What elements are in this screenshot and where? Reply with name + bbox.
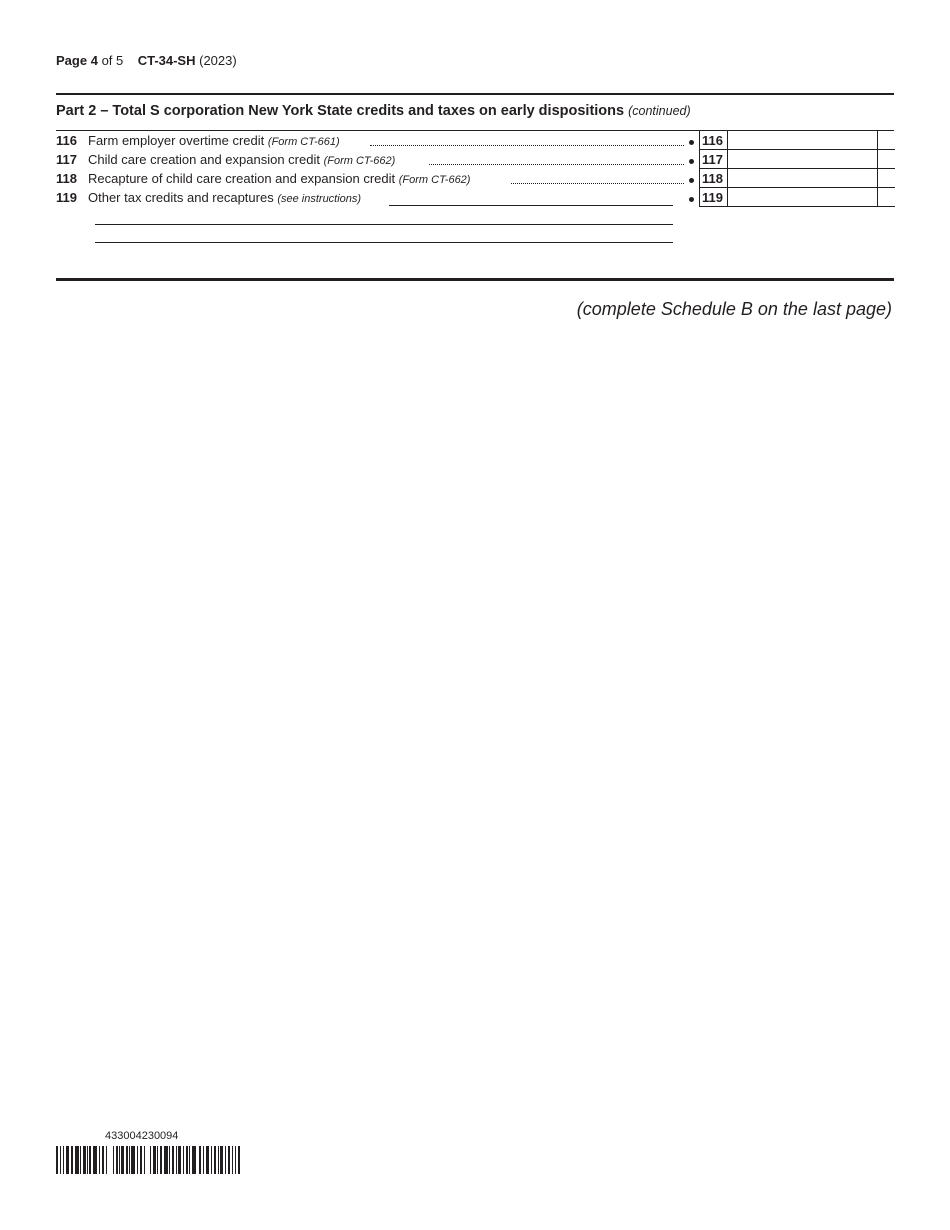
line-label bbox=[88, 133, 340, 148]
box-number: 118 bbox=[702, 171, 723, 186]
line-116-box bbox=[699, 131, 895, 150]
line-118-box bbox=[699, 169, 895, 188]
part2-title-text: Part 2 – Total S corporation New York State credits and taxes on early dispositions bbox=[56, 103, 625, 119]
line-119-description-input-3[interactable] bbox=[95, 226, 673, 243]
line-117-row bbox=[56, 150, 894, 169]
line-117-box bbox=[699, 150, 895, 169]
page-header bbox=[56, 53, 237, 68]
line-116-cents-input[interactable] bbox=[878, 131, 895, 149]
line-label bbox=[88, 190, 361, 205]
line-form-ref: (see instructions) bbox=[277, 193, 362, 205]
line-number: 116 bbox=[56, 133, 77, 148]
line-label-text: Other tax credits and recaptures bbox=[88, 190, 274, 205]
line-117-amount-input[interactable] bbox=[728, 150, 874, 167]
bottom-rule bbox=[56, 278, 894, 281]
dot-leader bbox=[511, 169, 684, 184]
line-116-row bbox=[56, 131, 894, 150]
line-form-ref: (Form CT-661) bbox=[267, 136, 340, 148]
top-rule bbox=[56, 93, 894, 95]
line-118-amount-input[interactable] bbox=[728, 169, 874, 186]
barcode-icon bbox=[56, 1146, 240, 1174]
line-118-cents-input[interactable] bbox=[878, 169, 895, 187]
line-119-cents-input[interactable] bbox=[878, 188, 895, 206]
line-119-description-input-2[interactable] bbox=[95, 208, 673, 225]
line-label-text: Recapture of child care creation and expansion credit bbox=[88, 171, 396, 186]
dot-leader bbox=[370, 131, 684, 146]
line-119-box bbox=[699, 188, 895, 207]
part2-continued: (continued) bbox=[628, 104, 691, 118]
box-number: 116 bbox=[702, 133, 723, 148]
form-year: (2023) bbox=[199, 53, 237, 68]
box-number: 117 bbox=[702, 152, 723, 167]
form-id: CT-34-SH bbox=[137, 53, 196, 68]
line-label-text: Farm employer overtime credit bbox=[88, 133, 265, 148]
line-116-amount-input[interactable] bbox=[728, 131, 874, 148]
line-117-cents-input[interactable] bbox=[878, 150, 895, 168]
schedule-b-note: (complete Schedule B on the last page) bbox=[576, 299, 892, 319]
bullet-icon bbox=[689, 140, 694, 145]
page-number: 4 bbox=[90, 53, 98, 68]
line-119-description-input-1[interactable] bbox=[389, 189, 673, 206]
line-118-row bbox=[56, 169, 894, 188]
line-form-ref: (Form CT-662) bbox=[323, 155, 396, 167]
barcode-number: 433004230094 bbox=[105, 1130, 179, 1142]
line-form-ref: (Form CT-662) bbox=[398, 174, 471, 186]
line-number: 118 bbox=[56, 171, 77, 186]
line-label bbox=[88, 152, 395, 167]
line-119-amount-input[interactable] bbox=[728, 188, 874, 205]
part2-title bbox=[56, 103, 691, 119]
bullet-icon bbox=[689, 197, 694, 202]
bullet-icon bbox=[689, 159, 694, 164]
page-label: Page bbox=[56, 53, 88, 68]
page-total: of 5 bbox=[101, 53, 124, 68]
line-label bbox=[88, 171, 470, 186]
line-label-text: Child care creation and expansion credit bbox=[88, 152, 320, 167]
line-number: 117 bbox=[56, 152, 77, 167]
bullet-icon bbox=[689, 178, 694, 183]
line-number: 119 bbox=[56, 190, 77, 205]
box-number: 119 bbox=[702, 190, 723, 205]
dot-leader bbox=[429, 150, 684, 165]
